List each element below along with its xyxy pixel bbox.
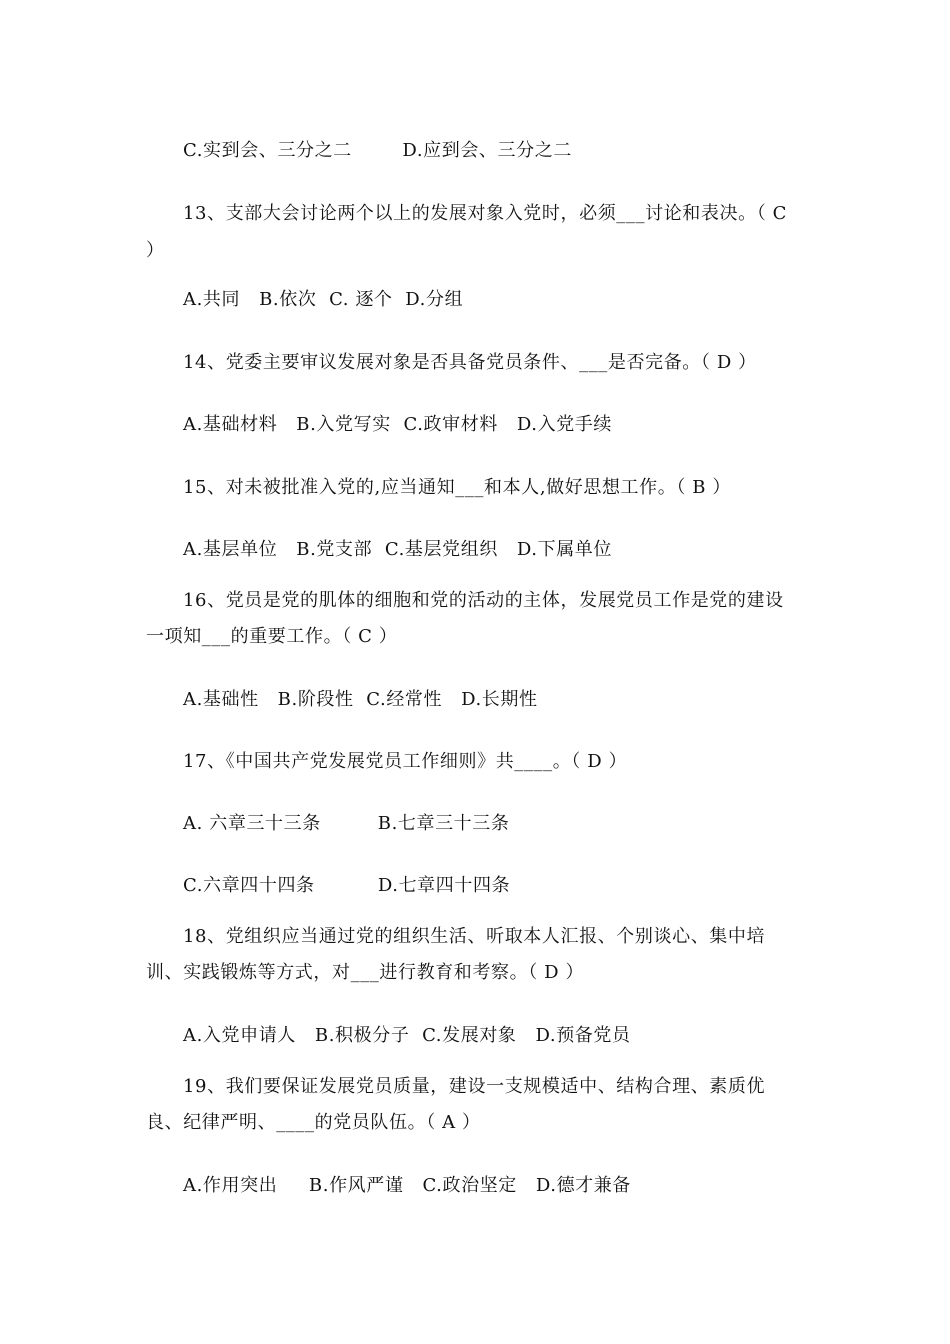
options-16: A.基础性 B.阶段性 C.经常性 D.长期性 [183, 689, 538, 710]
options-17-ab: A. 六章三十三条 B.七章三十三条 [183, 813, 510, 834]
question-16: 16、党员是党的肌体的细胞和党的活动的主体，发展党员工作是党的建设 [183, 590, 784, 611]
question-13-continued: ） [146, 240, 165, 261]
options-13: A.共同 B.依次 C. 逐个 D.分组 [183, 289, 464, 310]
question-14: 14、党委主要审议发展对象是否具备党员条件、___是否完备。（ D ） [183, 352, 757, 373]
question-19: 19、我们要保证发展党员质量，建设一支规模适中、结构合理、素质优 [183, 1076, 766, 1097]
options-14: A.基础材料 B.入党写实 C.政审材料 D.入党手续 [183, 414, 613, 435]
question-16-continued: 一项知___的重要工作。（ C ） [146, 626, 398, 647]
options-18: A.入党申请人 B.积极分子 C.发展对象 D.预备党员 [183, 1025, 631, 1046]
question-15: 15、对未被批准入党的,应当通知___和本人,做好思想工作。（ B ） [183, 477, 732, 498]
option-line-12-cd: C.实到会、三分之二 D.应到会、三分之二 [183, 140, 572, 161]
question-19-continued: 良、纪律严明、____的党员队伍。（ A ） [146, 1112, 481, 1133]
options-19: A.作用突出 B.作风严谨 C.政治坚定 D.德才兼备 [183, 1175, 631, 1196]
options-15: A.基层单位 B.党支部 C.基层党组织 D.下属单位 [183, 539, 613, 560]
options-17-cd: C.六章四十四条 D.七章四十四条 [183, 875, 511, 896]
question-17: 17、《中国共产党发展党员工作细则》共____。（ D ） [183, 751, 628, 772]
question-13: 13、支部大会讨论两个以上的发展对象入党时，必须___讨论和表决。（ C [183, 203, 787, 224]
question-18: 18、党组织应当通过党的组织生活、听取本人汇报、个别谈心、集中培 [183, 926, 766, 947]
question-18-continued: 训、实践锻炼等方式，对___进行教育和考察。（ D ） [146, 962, 585, 983]
